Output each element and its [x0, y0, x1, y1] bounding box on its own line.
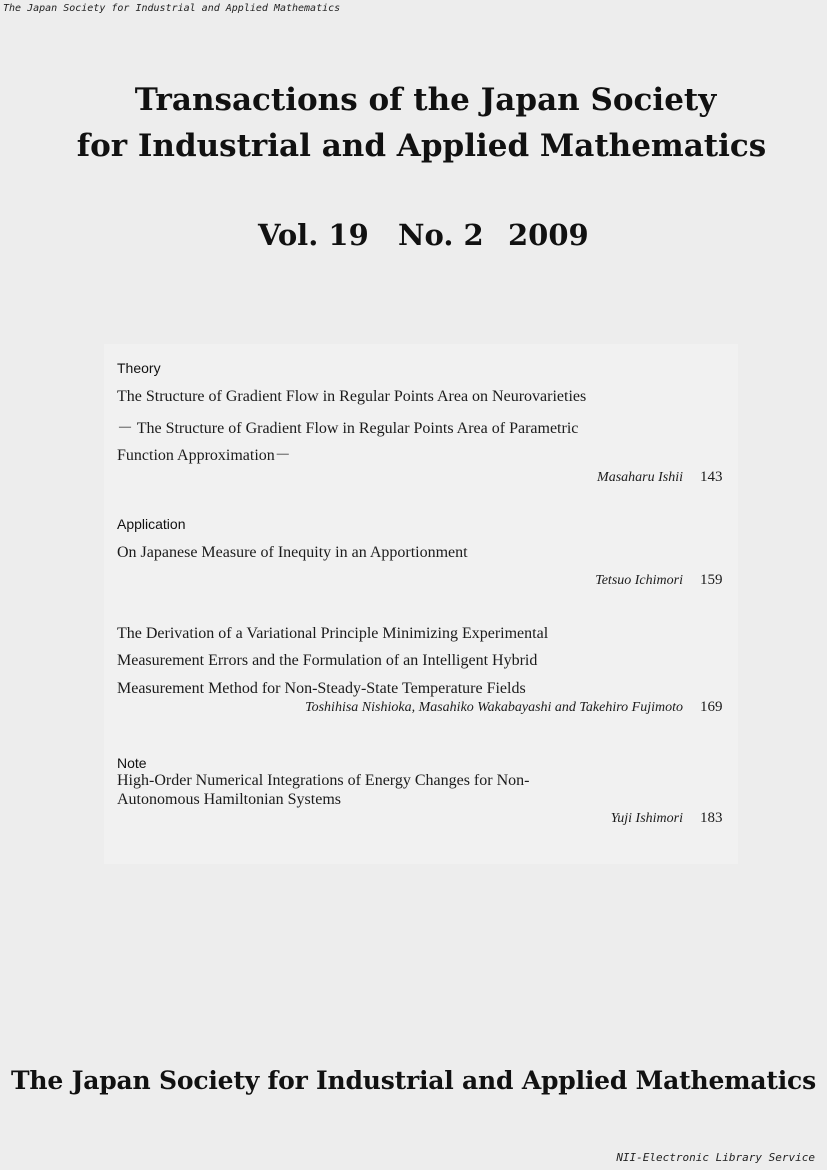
article-title-line: Function Approximation－	[117, 447, 291, 464]
article-page-number: 143	[700, 469, 723, 485]
article-authors: Toshihisa Nishioka, Masahiko Wakabayashi and Takehiro Fujimoto	[305, 700, 683, 715]
article-title-line: － The Structure of Gradient Flow in Regular Points Area of Parametric	[117, 420, 579, 437]
journal-title-line-2: for Industrial and Applied Mathematics	[76, 128, 767, 164]
volume-number: Vol. 19	[258, 218, 369, 252]
article-page-number: 159	[700, 572, 723, 588]
article-title-line: High-Order Numerical Integrations of Energy Changes for Non-	[117, 772, 530, 789]
library-footer-note: NII-Electronic Library Service	[616, 1151, 815, 1164]
section-label-note: Note	[117, 755, 147, 771]
article-title-line: On Japanese Measure of Inequity in an Apportionment	[117, 544, 468, 561]
article-page-number: 183	[700, 810, 723, 826]
publisher-name: The Japan Society for Industrial and Applied Mathematics	[11, 1066, 816, 1095]
article-authors: Yuji Ishimori	[610, 811, 683, 826]
article-title-line: Autonomous Hamiltonian Systems	[117, 791, 341, 808]
article-title-line: Measurement Method for Non-Steady-State Temperature Fields	[117, 680, 526, 697]
article-title-line: The Derivation of a Variational Principle Minimizing Experimental	[117, 625, 549, 642]
article-title-line: Measurement Errors and the Formulation of an Intelligent Hybrid	[117, 652, 538, 669]
article-authors: Masaharu Ishii	[597, 470, 683, 485]
section-label-application: Application	[117, 516, 186, 532]
issue-year: 2009	[508, 218, 589, 252]
society-header-note: The Japan Society for Industrial and Applied Mathematics	[3, 3, 341, 14]
article-title-line: The Structure of Gradient Flow in Regular Points Area on Neurovarieties	[117, 388, 587, 405]
article-page-number: 169	[700, 699, 723, 715]
section-label-theory: Theory	[117, 360, 161, 376]
journal-title-line-1: Transactions of the Japan Society	[134, 82, 717, 118]
issue-number: No. 2	[398, 218, 484, 252]
article-authors: Tetsuo Ichimori	[595, 573, 683, 588]
